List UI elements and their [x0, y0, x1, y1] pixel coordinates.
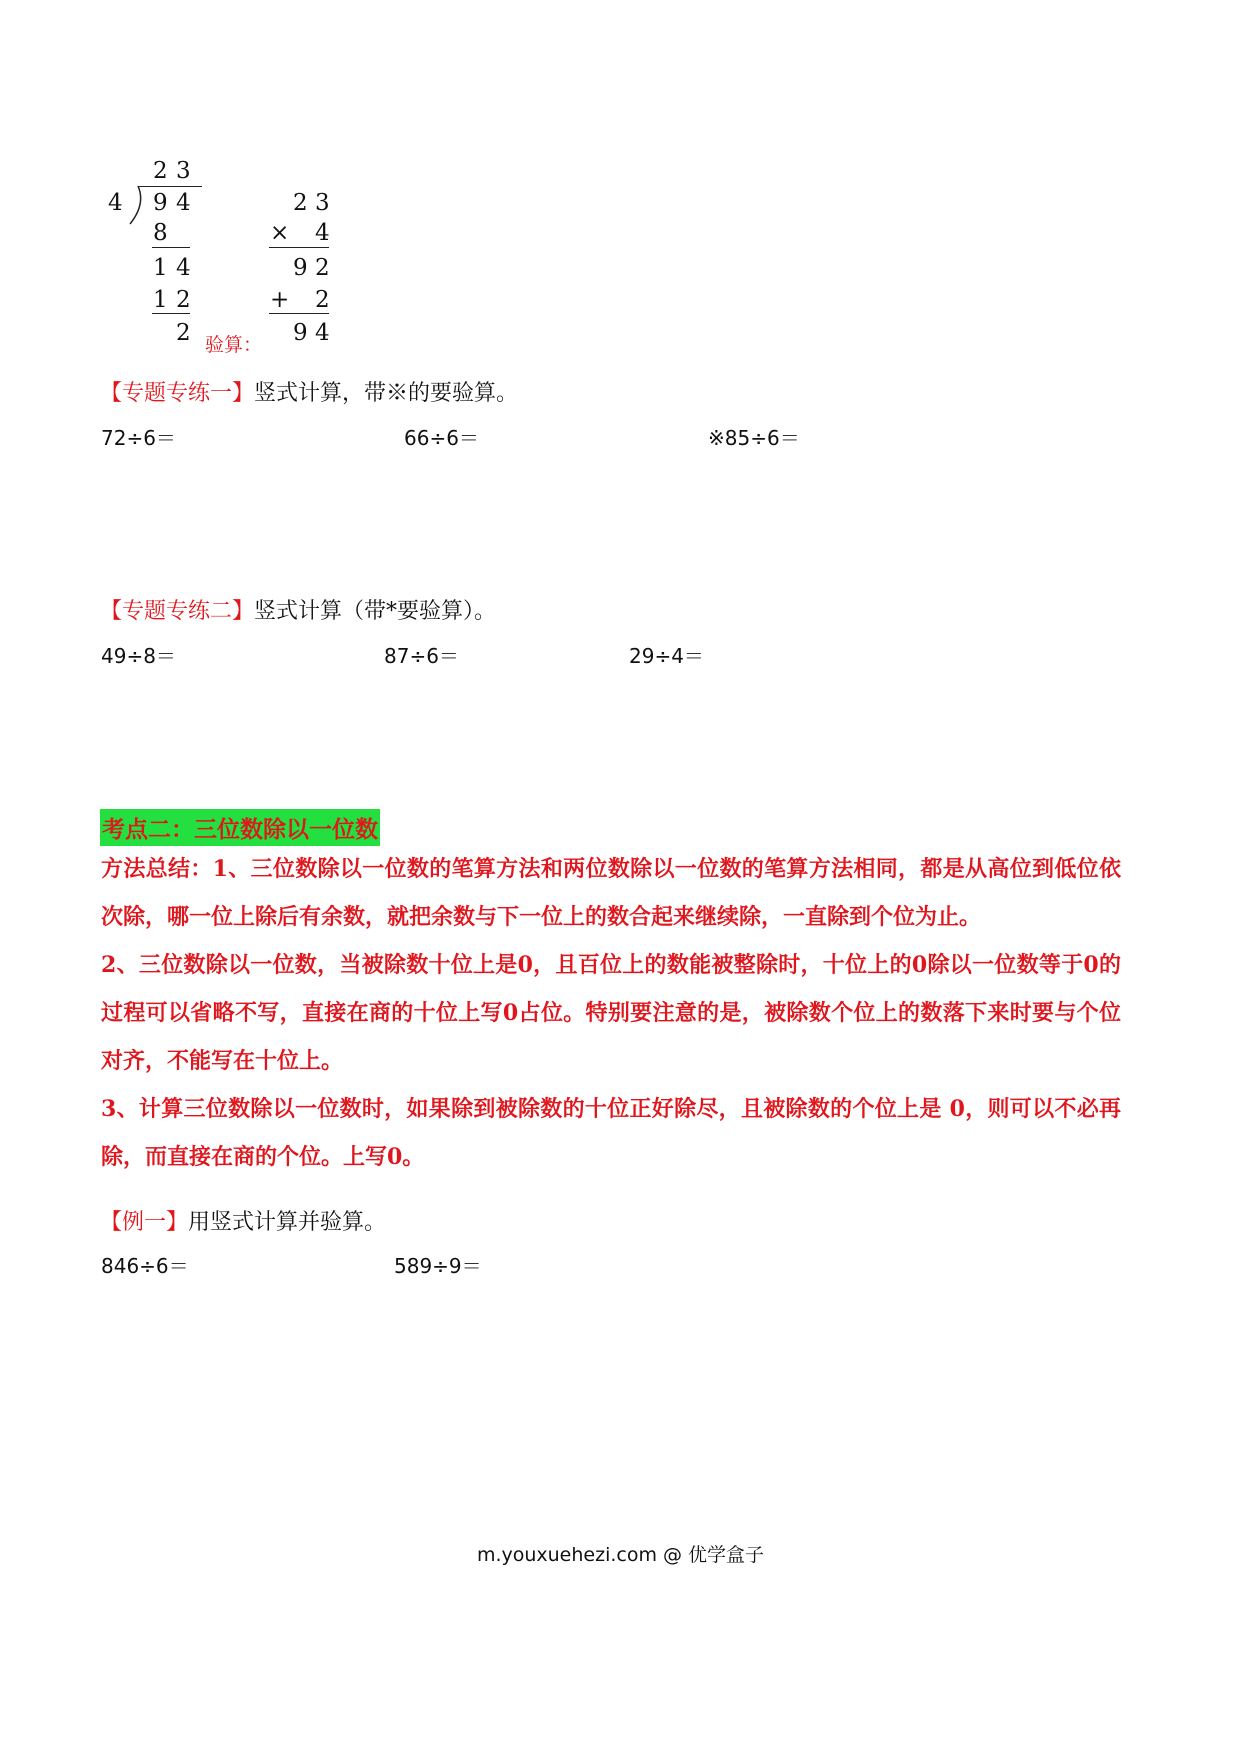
practice1-title: 专题专练一: [122, 381, 233, 406]
problem: 29÷4＝: [629, 644, 704, 668]
method-paragraph: 2、三位数除以一位数，当被除数十位上是0，且百位上的数能被整除时，十位上的0除以一位数等于0的过程可以省略不写，直接在商的十位上写0占位。特别要注意的是，被除数个位上的数落下来时要与个位对齐，不能写在十位上。: [101, 952, 1121, 1074]
problem: 66÷6＝: [404, 426, 479, 450]
example1-heading: [100, 1205, 386, 1236]
check-digit: 4: [315, 220, 330, 246]
bracket-close: 】: [232, 599, 255, 624]
kaodian-heading: 考点二：三位数除以一位数: [100, 809, 380, 846]
problem: 72÷6＝: [101, 426, 176, 450]
bracket-close: 】: [232, 381, 255, 406]
check-digit: 9: [293, 255, 308, 281]
step-line: [152, 313, 190, 314]
practice2-heading: [100, 594, 496, 625]
dividend-digit: 4: [176, 190, 191, 216]
plus-sign: +: [270, 287, 290, 313]
example1-instruction: 用竖式计算并验算。: [188, 1210, 387, 1235]
problem: 846÷6＝: [101, 1254, 189, 1278]
divisor: 4: [108, 190, 123, 216]
quotient-digit: 2: [153, 158, 168, 184]
step-digit: 4: [176, 255, 191, 281]
step-digit: 1: [153, 255, 168, 281]
step-digit: 8: [153, 220, 168, 246]
check-digit: 2: [293, 190, 308, 216]
dividend-digit: 9: [153, 190, 168, 216]
times-sign: ×: [270, 220, 290, 246]
step-digit: 2: [176, 287, 191, 313]
check-digit: 2: [315, 255, 330, 281]
method-summary: [101, 845, 1121, 1181]
method-paragraph: 3、计算三位数除以一位数时，如果除到被除数的十位正好除尽，且被除数的个位上是 0，则可以不必再除，而直接在商的个位。上写0。: [101, 1096, 1121, 1170]
problem: 589÷9＝: [394, 1254, 482, 1278]
bracket-open: 【: [100, 1210, 123, 1235]
practice2-title: 专题专练二: [122, 599, 233, 624]
bracket-close: 】: [166, 1210, 189, 1235]
example1-title: 例一: [122, 1210, 167, 1235]
division-bracket: [124, 184, 144, 226]
footer-watermark: m.youxuehezi.com @ 优学盒子: [476, 1544, 765, 1566]
check-line: [269, 247, 329, 248]
check-digit: 4: [315, 320, 330, 346]
check-digit: 3: [315, 190, 330, 216]
remainder: 2: [176, 320, 191, 346]
division-bar: [138, 186, 202, 187]
practice2-instruction: 竖式计算（带*要验算）。: [254, 599, 497, 624]
problem: 49÷8＝: [101, 644, 176, 668]
method-paragraph: 方法总结：1、三位数除以一位数的笔算方法和两位数除以一位数的笔算方法相同，都是从高位到低位依次除，哪一位上除后有余数，就把余数与下一位上的数合起来继续除，一直除到个位为止。: [101, 856, 1121, 930]
problem: ※85÷6＝: [708, 426, 800, 450]
check-label: 验算：: [205, 334, 263, 356]
step-digit: 1: [153, 287, 168, 313]
bracket-open: 【: [100, 599, 123, 624]
problem: 87÷6＝: [384, 644, 459, 668]
quotient-digit: 3: [176, 158, 191, 184]
check-line: [269, 313, 329, 314]
practice1-instruction: 竖式计算，带※的要验算。: [254, 381, 519, 406]
bracket-open: 【: [100, 381, 123, 406]
check-digit: 2: [315, 287, 330, 313]
step-line: [152, 247, 190, 248]
practice1-heading: [100, 376, 518, 407]
check-digit: 9: [293, 320, 308, 346]
